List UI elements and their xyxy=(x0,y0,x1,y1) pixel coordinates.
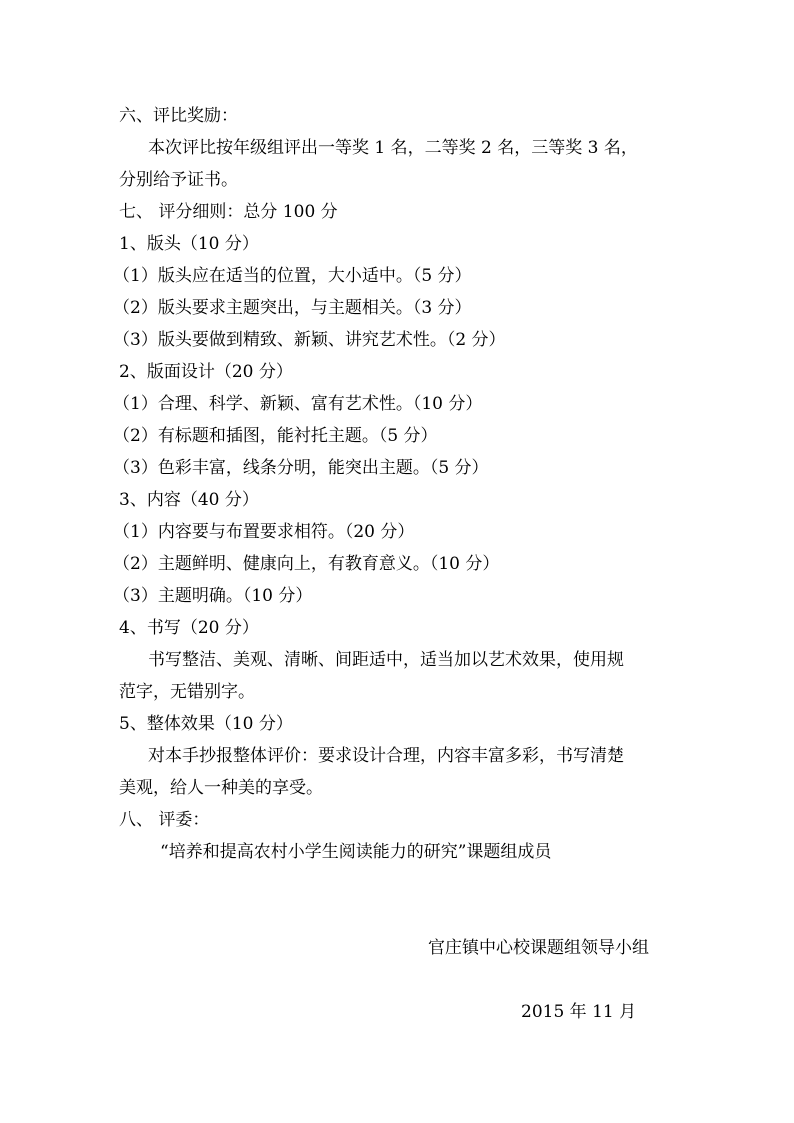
section-6-heading: 六、评比奖励： xyxy=(119,106,238,126)
content-item: （3）主题明确。（10 分） xyxy=(113,586,313,606)
signature-organization: 官庄镇中心校课题组领导小组 xyxy=(428,938,649,958)
overall-title: 5、整体效果（10 分） xyxy=(119,714,293,734)
layout-design-item: （3）色彩丰富，线条分明，能突出主题。（5 分） xyxy=(113,458,489,478)
layout-design-title: 2、版面设计（20 分） xyxy=(119,362,293,382)
layout-design-item: （1）合理、科学、新颖、富有艺术性。（10 分） xyxy=(113,394,483,414)
section-8-heading: 八、 评委： xyxy=(119,810,210,830)
content-item: （2）主题鲜明、健康向上，有教育意义。（10 分） xyxy=(113,554,500,574)
content-title: 3、内容（40 分） xyxy=(119,490,259,510)
awards-text-line-1: 本次评比按年级组评出一等奖 1 名，二等奖 2 名，三等奖 3 名， xyxy=(148,138,638,158)
layout-design-item: （2）有标题和插图，能衬托主题。（5 分） xyxy=(113,426,438,446)
content-item: （1）内容要与布置要求相符。（20 分） xyxy=(113,522,415,542)
writing-text-line-1: 书写整洁、美观、清晰、间距适中，适当加以艺术效果，使用规 xyxy=(148,650,624,670)
masthead-title: 1、版头（10 分） xyxy=(119,234,259,254)
signature-date: 2015 年 11 月 xyxy=(521,1002,637,1022)
overall-text-line-1: 对本手抄报整体评价：要求设计合理，内容丰富多彩，书写清楚 xyxy=(148,746,624,766)
masthead-item: （1）版头应在适当的位置，大小适中。（5 分） xyxy=(113,266,472,286)
writing-title: 4、书写（20 分） xyxy=(119,618,259,638)
judges-text: “培养和提高农村小学生阅读能力的研究”课题组成员 xyxy=(160,842,552,862)
masthead-item: （2）版头要求主题突出，与主题相关。（3 分） xyxy=(113,298,472,318)
masthead-item: （3）版头要做到精致、新颖、讲究艺术性。（2 分） xyxy=(113,330,506,350)
section-7-heading: 七、 评分细则：总分 100 分 xyxy=(119,202,338,222)
awards-text-line-2: 分别给予证书。 xyxy=(119,170,238,190)
overall-text-line-2: 美观，给人一种美的享受。 xyxy=(119,778,323,798)
writing-text-line-2: 范字，无错别字。 xyxy=(119,682,255,702)
